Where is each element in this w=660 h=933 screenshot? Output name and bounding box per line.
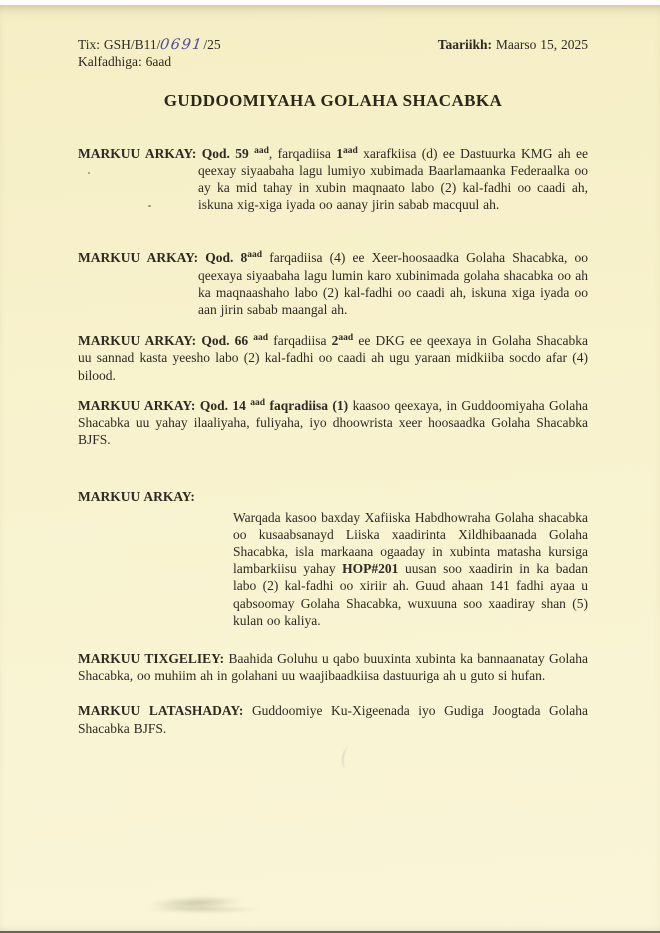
text-run: farqadiisa [268,333,332,349]
paragraph-markuu-latashaday [78,702,588,736]
paragraph-markuu-arkay-4 [78,397,588,449]
paper-sheet [0,5,660,931]
paragraph-indented-block [233,509,588,629]
text-run: Baahida Goluhu u qabo buuxinta xubinta ka bannaanatay Golaha Shacabka, oo muhiim ah in golahani uu waajibaadkiisa dastuuriga ah u guto si hufan. [78,651,588,684]
scan-artifact-squiggle [340,746,354,769]
paragraph-markuu-arkay-3 [78,332,588,384]
text-run: MARKUU ARKAY: Qod. 66 [78,333,254,349]
text-run: HOP#201 [342,561,399,577]
date-line [438,36,588,53]
text-run: uusan soo xaadirin in ka badan labo (2) kal-fadhi oo xiriir ah. Guud ahaan 141 fadhi ayaa u qabsoomay Golaha Shacabka, wuxuuna soo xaadiray shan (5) kulan oo kaliya. [233,561,588,628]
paragraph-markuu-arkay-1 [78,145,588,214]
ordinal-superscript: aad [250,397,266,408]
reference-line: Tix: GSH/B11/0691/25 [78,37,221,53]
scan-speck [88,172,90,174]
text-run: kaasoo qeexaya, in Guddoomiyaha Golaha Shacabka uu yahay ilaaliyaha, fuliyaha, iyo dhoowrista xeer hoosaadka Golaha Shacabka BJFS. [78,397,588,448]
document-body [78,145,588,737]
text-run: MARKUU ARKAY: Qod. 8 [78,250,248,266]
text-run: Guddoomiye Ku-Xigeenada iyo Gudiga Joogtada Golaha Shacabka BJFS. [78,703,588,736]
paragraph-markuu-tixgeliey [78,650,588,684]
ordinal-superscript: aad [253,333,269,344]
document-title: GUDDOOMIYAHA GOLAHA SHACABKA [163,91,503,111]
text-run: MARKUU TIXGELIEY: [78,651,225,667]
scan-speck [148,205,151,207]
date-label: Taariikh: [437,37,492,52]
text-run: 2 [331,333,339,349]
ref-suffix: /25 [203,37,221,52]
ordinal-superscript: aad [342,145,358,156]
ref-label: Tix: [78,37,101,52]
document-header [78,36,588,70]
pencil-smudge [148,906,258,913]
text-run: Warqada kasoo baxday Xafiiska Habdhowraha Golaha shacabka oo kusaabsanayd Liiska xaadirinta Xildhibaanada Golaha Shacabka, isla markaana ogaaday in xubinta matasha kursiga lambarkiisu yahay [233,509,588,577]
text-run: farqadiisa (4) ee Xeer-hoosaadka Golaha Shacabka, oo qeexaya siyaabaha lagu lumin karo xubinimada golaha shacabka oo ah ka maqnaashaho labo (2) kal-fadhi oo caadi ah, iskuna xiga iyada oo aan jirin sabab maangal ah. [198,250,588,318]
paragraph-markuu-arkay-2 [78,249,588,318]
date-value: Maarso 15, 2025 [492,37,588,52]
ordinal-superscript: aad [338,333,354,344]
session-line: Kalfadhiga: 6aad [78,54,172,70]
document-content [0,5,660,737]
text-run: ee DKG ee qeexaya in Golaha Shacabka uu sannad kasta yeesho labo (2) kal-fadhi oo caadi ah ugu yaraan midkiiba socdo afar (4) bilood. [78,333,588,383]
paragraph-label [78,488,588,505]
text-run: faqradiisa (1) [265,397,349,413]
ordinal-superscript: aad [247,250,263,261]
header-left [78,36,221,70]
ordinal-superscript: aad [254,145,269,156]
text-run: MARKUU ARKAY: [78,489,195,505]
paragraph-markuu-arkay-5 [78,488,588,629]
text-run: MARKUU LATASHADAY: [78,703,244,719]
text-run: xarafkiisa (d) ee Dastuurka KMG ah ee qeexay siyaabaha lagu lumiyo xubimada Baarlamaanka Federaalka oo ay ka mid tahay in xubin maqnaato labo (2) kal-fadhi oo caadi ah, iskuna xig-xiga iyada oo aanay jirin sabab macquul ah. [198,145,588,213]
text-run: MARKUU ARKAY: Qod. 14 [78,397,251,413]
text-run: MARKUU ARKAY: Qod. 59 [78,145,255,161]
text-run: , farqadiisa [268,145,337,161]
text-run: 1 [336,145,343,161]
ref-prefix: GSH/B11/ [100,37,161,52]
